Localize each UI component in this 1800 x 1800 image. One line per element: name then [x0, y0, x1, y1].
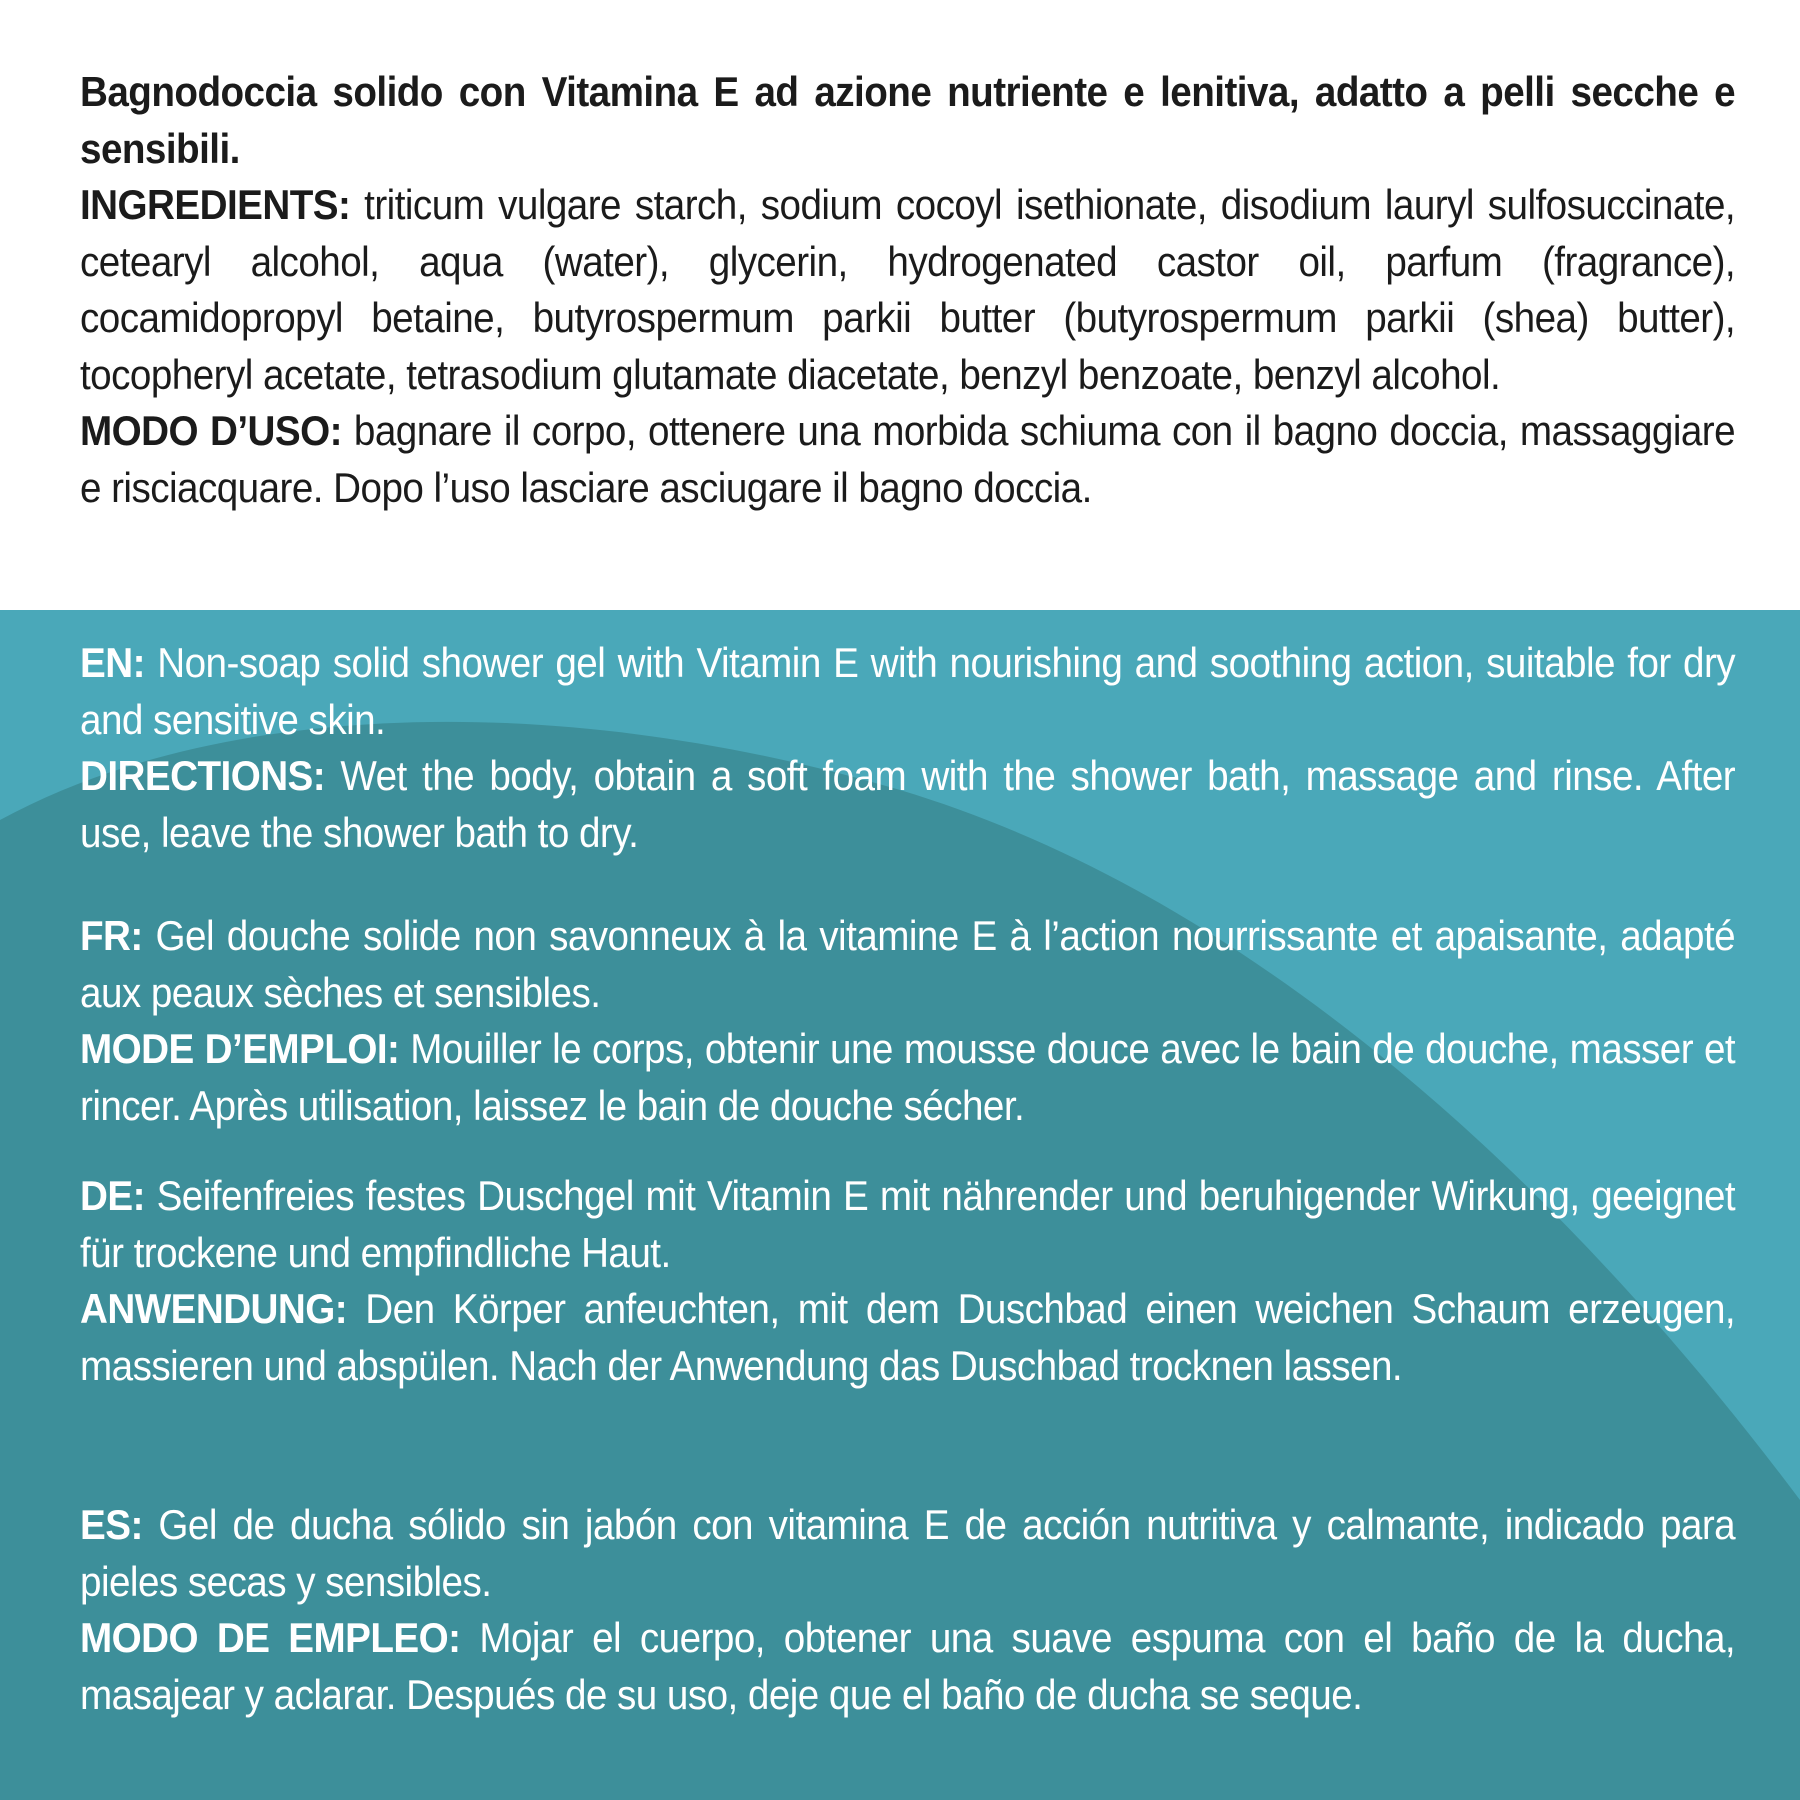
french-usage [80, 1021, 1735, 1134]
description-text: Gel douche solide non savonneux à la vitamine E à l’action nourrissante et apaisante, adapté aux peaux sèches et sensibles. [80, 912, 1736, 1016]
ingredients-text: triticum vulgare starch, sodium cocoyl isethionate, disodium lauryl sulfosuccinate, cetearyl alcohol, aqua (water), glycerin, hydrogenated castor oil, parfum (fragrance), cocamidopropyl betaine, butyrospermum parkii butter (butyrospermum parkii (shea) butter), tocopheryl acetate, tetrasodium glutamate diacetate, benzyl benzoate, benzyl alcohol. [80, 181, 1736, 398]
usage-text: Mojar el cuerpo, obtener una suave espuma con el baño de la ducha, masajear y aclarar. Después de su uso, deje que el baño de ducha se seque. [80, 1614, 1736, 1718]
italian-usage [80, 403, 1735, 516]
language-code-label: ES: [80, 1501, 143, 1548]
italian-section [80, 64, 1735, 516]
language-code-label: EN: [80, 639, 145, 686]
usage-text: Mouiller le corps, obtenir une mousse douce avec le bain de douche, masser et rincer. Après utilisation, laissez le bain de douche sécher. [80, 1025, 1736, 1129]
language-code-label: FR: [80, 912, 143, 959]
english-section [80, 635, 1735, 861]
description-text: Seifenfreies festes Duschgel mit Vitamin E mit nährender und beruhigender Wirkung, geeignet für trockene und empfindliche Haut. [80, 1172, 1736, 1276]
usage-label: ANWENDUNG: [80, 1285, 348, 1332]
usage-label: DIRECTIONS: [80, 752, 326, 799]
language-code-label: DE: [80, 1172, 145, 1219]
french-description [80, 908, 1735, 1021]
english-usage [80, 748, 1735, 861]
spanish-section [80, 1497, 1735, 1723]
usage-text: bagnare il corpo, ottenere una morbida schiuma con il bagno doccia, massaggiare e risciacquare. Dopo l’uso lasciare asciugare il bagno doccia. [80, 407, 1736, 511]
usage-text: Wet the body, obtain a soft foam with the shower bath, massage and rinse. After use, leave the shower bath to dry. [80, 752, 1736, 856]
description-text: Gel de ducha sólido sin jabón con vitamina E de acción nutritiva y calmante, indicado para pieles secas y sensibles. [80, 1501, 1736, 1605]
german-description [80, 1168, 1735, 1281]
usage-label: MODE D’EMPLOI: [80, 1025, 400, 1072]
usage-label: MODO DE EMPLEO: [80, 1614, 461, 1661]
german-usage [80, 1281, 1735, 1394]
usage-text: Den Körper anfeuchten, mit dem Duschbad einen weichen Schaum erzeugen, massieren und abspülen. Nach der Anwendung das Duschbad trocknen lassen. [80, 1285, 1736, 1389]
spanish-description [80, 1497, 1735, 1610]
english-description [80, 635, 1735, 748]
usage-label: MODO D’USO: [80, 407, 342, 454]
spanish-usage [80, 1610, 1735, 1723]
french-section [80, 908, 1735, 1134]
german-section [80, 1168, 1735, 1394]
italian-description: Bagnodoccia solido con Vitamina E ad azione nutriente e lenitiva, adatto a pelli secche e sensibili. [80, 68, 1736, 172]
ingredients-label: INGREDIENTS: [80, 181, 351, 228]
italian-ingredients [80, 177, 1735, 403]
description-text: Non-soap solid shower gel with Vitamin E with nourishing and soothing action, suitable for dry and sensitive skin. [80, 639, 1736, 743]
